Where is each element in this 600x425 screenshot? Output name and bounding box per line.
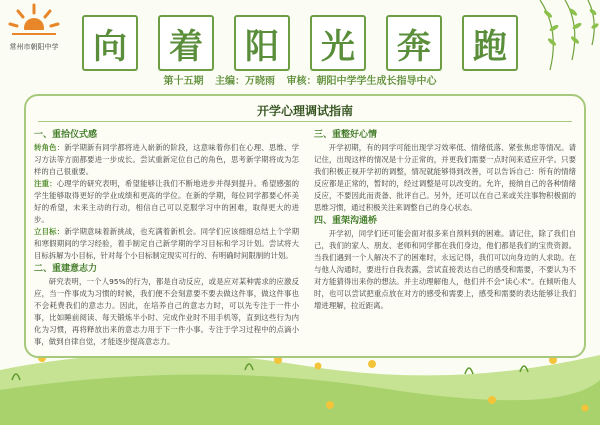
paragraph-term: 转角色 xyxy=(34,143,57,152)
masthead-title xyxy=(82,15,522,71)
section-heading: 一、重拾仪式感 xyxy=(34,130,98,140)
section-heading: 二、重建意志力 xyxy=(34,264,98,274)
title-divider xyxy=(38,121,572,122)
guide-title: 开学心理调试指南 xyxy=(256,104,353,118)
guide-panel xyxy=(24,94,586,358)
issue-info xyxy=(0,72,600,87)
section-paragraph: 研究表明，一个人95%的行为，都是自动反应，或是应对某种需求的应激反应，当一件事成为习惯的时候，我们便不会刻意要不要去做这件事，做这件事也不会耗费我们的意志力。因此，在培养自己的意志力时，可以先专注于一件小事，比如睡前阅读、每天锻炼半小时、完成作业时不用手机等，直到这些行为内化为习惯，再将释放出来的意志力用于下一件小事。专注于学习过程中的点滴小事，做到自律自觉，才能逐步提高意志力。 xyxy=(34,277,299,346)
title-char: 着 xyxy=(158,15,214,71)
sunrise-logo-icon xyxy=(2,2,66,42)
left-column xyxy=(34,128,299,348)
school-name: 常州市朝阳中学 xyxy=(9,43,59,51)
section-paragraph xyxy=(34,142,299,178)
section-heading: 三、重整好心情 xyxy=(314,130,378,140)
right-column xyxy=(314,128,576,312)
reviewer-credit: 审核：朝阳中学学生成长指导中心 xyxy=(286,76,437,87)
section-paragraph xyxy=(34,226,299,262)
paragraph-text: 新学期意味着新挑战，也充满着新机会。同学们应该细细总结上个学期和寒假期间的学习经验，着手制定自己新学期的学习目标和学习计划。尝试将大目标拆解为小目标，针对每个小目标制定现实可行的、有明确时间限制的计划。 xyxy=(34,227,299,260)
section-paragraph: 开学初，同学们还可能会面对很多来自预料到的困难。请记住，除了我们自己，我们的家人、朋友、老师和同学都在我们身边，他们都是我们的宝贵资源。当我们遇到一个人解决不了的困难时，永远记得，我们可以向身边的人求助。在与他人沟通时，要进行自我表露，尝试直接表达自己的感受和需要，不要认为不对方能猜得出来你的想法。并主动理解他人，他们并不会“读心术”。在倾听他人时，也可以尝试把重点放在对方的感受和需要上，感受和需要的表达能够让我们增进理解，拉近距离。 xyxy=(314,229,576,310)
issue-number: 第十五期 xyxy=(163,76,204,87)
section-paragraph: 开学初期，有的同学可能出现学习效率低、情绪低落、紧张焦虑等情况。请记住，出现这样的情况是十分正常的，并更我们需要一点时间来适应开学。只要我们积极正视开学初的调整，情况就能够得到改善，可以告诉自己：所有的情绪反应都是正常的，暂时的，经过调整是可以改变的。允许，接纳自己的各种情绪反应，不要因此而责备、批评自己。另外，还可以在自己来或关注事物积极面的思维习惯，通过积极关注来调整自己的身心状态。 xyxy=(314,143,576,212)
title-char: 跑 xyxy=(462,15,518,71)
section-heading: 四、重架沟通桥 xyxy=(314,216,378,226)
title-char: 阳 xyxy=(234,15,290,71)
paragraph-text: ：新学期新有同学都将进入崭新的阶段，这意味着你们在心理、思维、学习方法等方面都要进一步成长。尝试重新定位自己的角色，思考新学期将成为怎样的自己很重要。 xyxy=(34,143,299,176)
willow-branch-icon xyxy=(530,0,600,70)
title-char: 奔 xyxy=(386,15,442,71)
paragraph-term: 立目标： xyxy=(34,227,65,236)
paragraph-term: 注重： xyxy=(34,179,57,188)
section-paragraph xyxy=(34,178,299,226)
school-logo xyxy=(2,2,66,54)
editor-credit: 主编：万晓雨 xyxy=(215,76,275,87)
title-char: 光 xyxy=(310,15,366,71)
title-char: 向 xyxy=(82,15,138,71)
paragraph-text: 心理学的研究表明，希望能够让我们不断地进步并得到提升。希望感强的学生能够取得更好的学业成绩和更高的学位。在新的学期，每位同学都要心怀美好的希望，未来主动的行动，相信自己可以克服学习中的困难，取得更大的进步。 xyxy=(34,179,299,224)
